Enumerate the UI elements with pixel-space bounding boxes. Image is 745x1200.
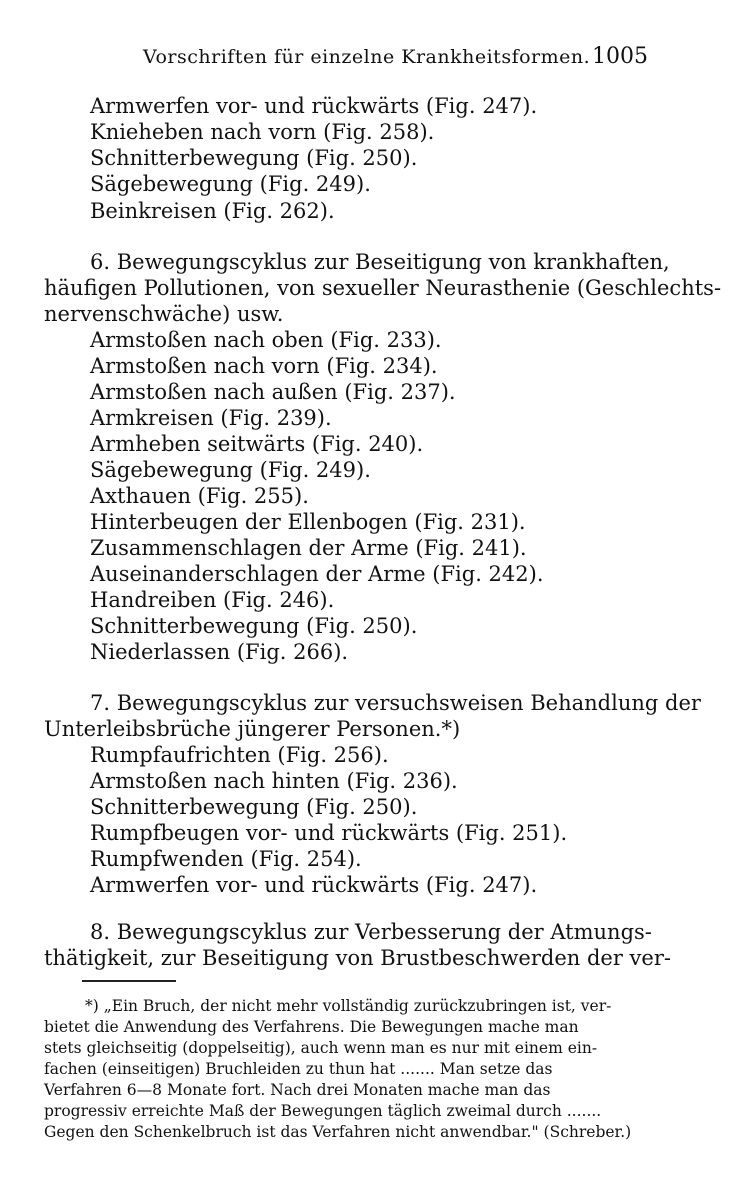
- section-heading-line: 6. Bewegungscyklus zur Beseitigung von krankhaften,: [90, 250, 670, 274]
- list-item: Sägebewegung (Fig. 249).: [90, 172, 371, 196]
- page-header: [0, 46, 745, 76]
- list-item: Rumpfbeugen vor- und rückwärts (Fig. 251).: [90, 821, 568, 845]
- section-heading-line: 8. Bewegungscyklus zur Verbesserung der Atmungs-: [90, 920, 652, 944]
- footnote-line: Verfahren 6—8 Monate fort. Nach drei Monaten mache man das: [44, 1081, 551, 1099]
- running-title: Vorschriften für einzelne Krankheitsformen.: [143, 46, 591, 68]
- section-heading-line: 7. Bewegungscyklus zur versuchsweisen Behandlung der: [90, 691, 701, 715]
- list-item: Handreiben (Fig. 246).: [90, 588, 335, 612]
- list-item: Niederlassen (Fig. 266).: [90, 640, 349, 664]
- footnote-line: Gegen den Schenkelbruch ist das Verfahren nicht anwendbar." (Schreber.): [44, 1123, 632, 1141]
- list-item: Schnitterbewegung (Fig. 250).: [90, 614, 418, 638]
- list-item: Schnitterbewegung (Fig. 250).: [90, 146, 418, 170]
- footnote-line: fachen (einseitigen) Bruchleiden zu thun hat ....... Man setze das: [44, 1060, 553, 1078]
- section-heading-line: nervenschwäche) usw.: [44, 302, 284, 326]
- footnote-line: bietet die Anwendung des Verfahrens. Die Bewegungen mache man: [44, 1018, 579, 1036]
- footnote-line: *) „Ein Bruch, der nicht mehr vollständig zurückzubringen ist, ver-: [85, 997, 612, 1015]
- list-item: Armwerfen vor- und rückwärts (Fig. 247).: [90, 94, 538, 118]
- list-item: Rumpfaufrichten (Fig. 256).: [90, 743, 389, 767]
- list-item: Auseinanderschlagen der Arme (Fig. 242).: [90, 562, 544, 586]
- footnote-line: progressiv erreichte Maß der Bewegungen täglich zweimal durch .......: [44, 1102, 602, 1120]
- list-item: Armstoßen nach außen (Fig. 237).: [90, 380, 456, 404]
- list-item: Armkreisen (Fig. 239).: [90, 406, 332, 430]
- list-item: Hinterbeugen der Ellenbogen (Fig. 231).: [90, 510, 526, 534]
- list-item: Sägebewegung (Fig. 249).: [90, 458, 371, 482]
- list-item: Armheben seitwärts (Fig. 240).: [90, 432, 424, 456]
- list-item: Armstoßen nach hinten (Fig. 236).: [90, 769, 458, 793]
- section-heading-line: häufigen Pollutionen, von sexueller Neurasthenie (Geschlechts-: [44, 276, 722, 300]
- list-item: Beinkreisen (Fig. 262).: [90, 199, 335, 223]
- section-heading-line: Unterleibsbrüche jüngerer Personen.*): [44, 717, 461, 741]
- list-item: Axthauen (Fig. 255).: [90, 484, 309, 508]
- list-item: Armstoßen nach oben (Fig. 233).: [90, 328, 442, 352]
- list-item: Knieheben nach vorn (Fig. 258).: [90, 120, 435, 144]
- footnote-line: stets gleichseitig (doppelseitig), auch wenn man es nur mit einem ein-: [44, 1039, 598, 1057]
- list-item: Armwerfen vor- und rückwärts (Fig. 247).: [90, 873, 538, 897]
- page-number: 1005: [592, 44, 648, 69]
- section-heading-line: thätigkeit, zur Beseitigung von Brustbeschwerden der ver-: [44, 946, 671, 970]
- list-item: Rumpfwenden (Fig. 254).: [90, 847, 362, 871]
- list-item: Schnitterbewegung (Fig. 250).: [90, 795, 418, 819]
- list-item: Zusammenschlagen der Arme (Fig. 241).: [90, 536, 527, 560]
- footnote-rule: [82, 980, 176, 982]
- list-item: Armstoßen nach vorn (Fig. 234).: [90, 354, 438, 378]
